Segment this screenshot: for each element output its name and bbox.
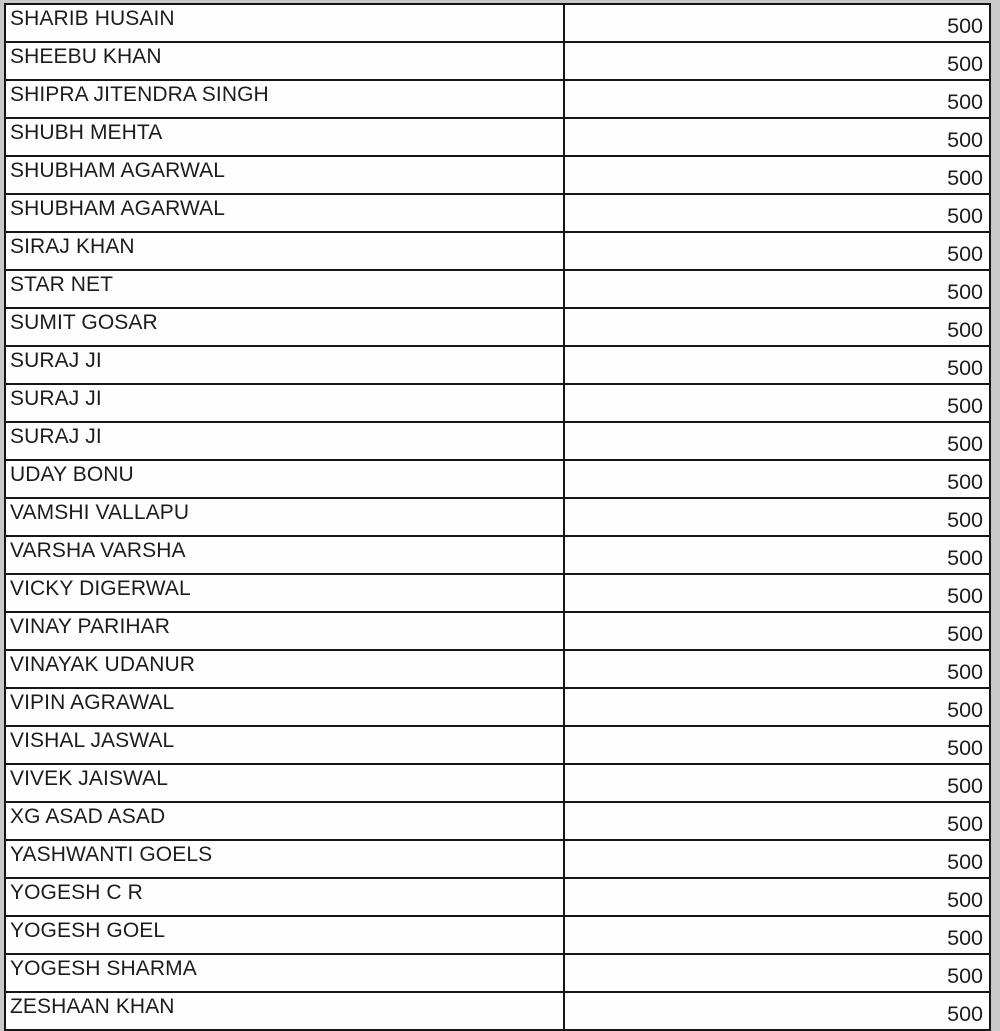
amount-cell[interactable]: 500 (564, 650, 990, 688)
amount-cell[interactable]: 500 (564, 612, 990, 650)
table-row (5, 118, 990, 156)
name-cell[interactable]: SHUBH MEHTA (5, 118, 564, 156)
table-row (5, 156, 990, 194)
amount-cell[interactable]: 500 (564, 194, 990, 232)
table-row (5, 764, 990, 802)
name-cell[interactable]: VICKY DIGERWAL (5, 574, 564, 612)
name-cell[interactable]: SURAJ JI (5, 384, 564, 422)
amount-cell[interactable]: 500 (564, 346, 990, 384)
table-row (5, 460, 990, 498)
name-cell[interactable]: SUMIT GOSAR (5, 308, 564, 346)
amount-cell[interactable]: 500 (564, 878, 990, 916)
table-row (5, 954, 990, 992)
table-row (5, 916, 990, 954)
table-row (5, 80, 990, 118)
amount-cell[interactable]: 500 (564, 270, 990, 308)
name-cell[interactable]: VIPIN AGRAWAL (5, 688, 564, 726)
amount-cell[interactable]: 500 (564, 118, 990, 156)
table-row (5, 308, 990, 346)
table-row (5, 232, 990, 270)
table-row (5, 992, 990, 1030)
amount-cell[interactable]: 500 (564, 536, 990, 574)
table-row (5, 688, 990, 726)
name-cell[interactable]: UDAY BONU (5, 460, 564, 498)
name-cell[interactable]: STAR NET (5, 270, 564, 308)
name-cell[interactable]: SHEEBU KHAN (5, 42, 564, 80)
name-cell[interactable]: YOGESH GOEL (5, 916, 564, 954)
amount-cell[interactable]: 500 (564, 460, 990, 498)
table-row (5, 612, 990, 650)
table-row (5, 422, 990, 460)
name-cell[interactable]: SURAJ JI (5, 422, 564, 460)
name-cell[interactable]: YOGESH C R (5, 878, 564, 916)
name-cell[interactable]: SIRAJ KHAN (5, 232, 564, 270)
table-row (5, 802, 990, 840)
table-row (5, 270, 990, 308)
name-cell[interactable]: SURAJ JI (5, 346, 564, 384)
amount-cell[interactable]: 500 (564, 422, 990, 460)
amount-cell[interactable]: 500 (564, 42, 990, 80)
amount-cell[interactable]: 500 (564, 954, 990, 992)
amount-cell[interactable]: 500 (564, 156, 990, 194)
amount-cell[interactable]: 500 (564, 688, 990, 726)
name-cell[interactable]: VISHAL JASWAL (5, 726, 564, 764)
table-row (5, 726, 990, 764)
name-cell[interactable]: VIVEK JAISWAL (5, 764, 564, 802)
name-cell[interactable]: SHIPRA JITENDRA SINGH (5, 80, 564, 118)
amount-cell[interactable]: 500 (564, 4, 990, 42)
name-cell[interactable]: YASHWANTI GOELS (5, 840, 564, 878)
name-cell[interactable]: VARSHA VARSHA (5, 536, 564, 574)
table-row (5, 536, 990, 574)
amount-cell[interactable]: 500 (564, 916, 990, 954)
names-amounts-table (4, 3, 991, 1031)
name-cell[interactable]: SHARIB HUSAIN (5, 4, 564, 42)
name-cell[interactable]: YOGESH SHARMA (5, 954, 564, 992)
name-cell[interactable]: SHUBHAM AGARWAL (5, 194, 564, 232)
name-cell[interactable]: ZESHAAN KHAN (5, 992, 564, 1030)
table-row (5, 42, 990, 80)
amount-cell[interactable]: 500 (564, 764, 990, 802)
table-row (5, 194, 990, 232)
table-row (5, 650, 990, 688)
amount-cell[interactable]: 500 (564, 308, 990, 346)
amount-cell[interactable]: 500 (564, 80, 990, 118)
table-body (5, 4, 990, 1030)
amount-cell[interactable]: 500 (564, 840, 990, 878)
name-cell[interactable]: VINAY PARIHAR (5, 612, 564, 650)
amount-cell[interactable]: 500 (564, 992, 990, 1030)
table-row (5, 4, 990, 42)
table-row (5, 840, 990, 878)
amount-cell[interactable]: 500 (564, 802, 990, 840)
name-cell[interactable]: XG ASAD ASAD (5, 802, 564, 840)
table-row (5, 574, 990, 612)
amount-cell[interactable]: 500 (564, 232, 990, 270)
name-cell[interactable]: SHUBHAM AGARWAL (5, 156, 564, 194)
amount-cell[interactable]: 500 (564, 574, 990, 612)
amount-cell[interactable]: 500 (564, 384, 990, 422)
amount-cell[interactable]: 500 (564, 726, 990, 764)
name-cell[interactable]: VAMSHI VALLAPU (5, 498, 564, 536)
table-row (5, 384, 990, 422)
name-cell[interactable]: VINAYAK UDANUR (5, 650, 564, 688)
table-row (5, 878, 990, 916)
spreadsheet-area (4, 3, 991, 1031)
table-row (5, 346, 990, 384)
table-row (5, 498, 990, 536)
amount-cell[interactable]: 500 (564, 498, 990, 536)
